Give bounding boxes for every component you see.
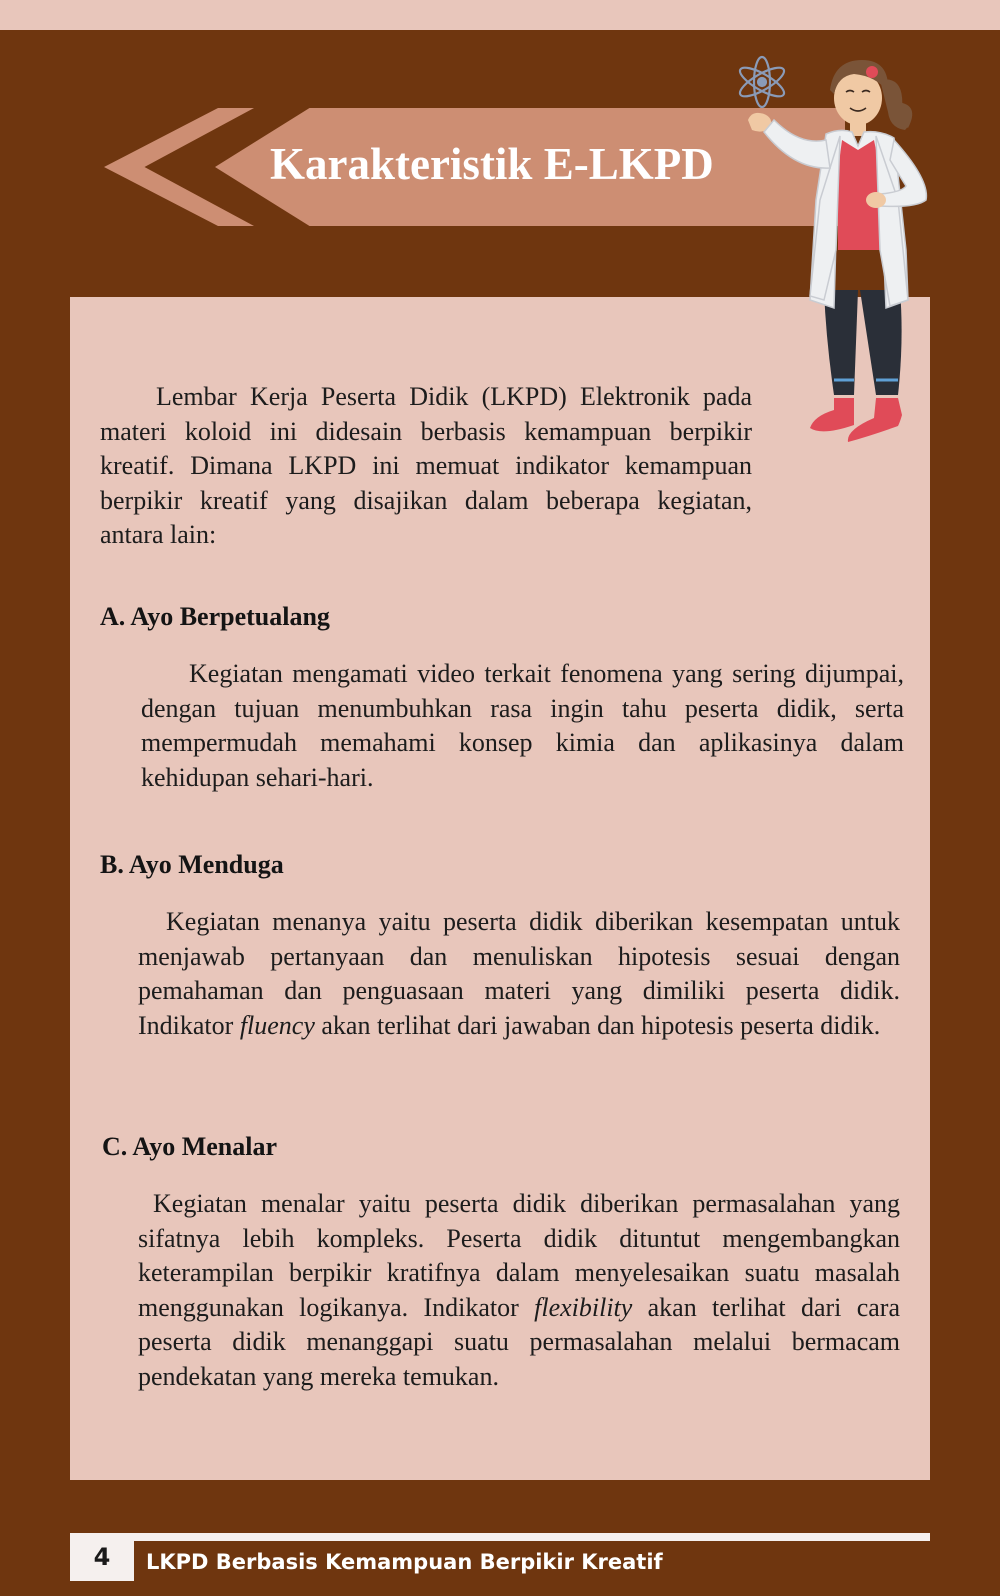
section-c-heading: C. Ayo Menalar — [102, 1132, 277, 1161]
section-c-term: flexibility — [534, 1292, 633, 1322]
section-b-term: fluency — [239, 1010, 315, 1040]
section-a-heading: A. Ayo Berpetualang — [100, 602, 330, 631]
scientist-illustration — [730, 50, 960, 460]
section-b-text-after: akan terlihat dari jawaban dan hipotesis peserta didik. — [314, 1010, 881, 1040]
footer-title: LKPD Berbasis Kemampuan Berpikir Kreatif — [146, 1550, 663, 1574]
page-title: Karakteristik E-LKPD — [270, 139, 714, 189]
section-c-text-before: Kegiatan menalar yaitu peserta didik diberikan permasalahan yang sifatnya lebih kompleks. Peserta didik dituntut mengembangkan keterampilan berpikir kratifnya dalam menyelesaikan suatu masalah menggunakan logikanya. Indikator — [138, 1189, 900, 1322]
section-a-body: Kegiatan mengamati video terkait fenomena yang sering dijumpai, dengan tujuan menumbuhkan rasa ingin tahu peserta didik, serta mempermudah memahami konsep kimia dan aplikasinya dalam kehidupan sehari-hari. — [141, 659, 904, 792]
atom-icon — [736, 57, 787, 107]
section-c-body — [138, 1187, 900, 1394]
section-b-text-before: Kegiatan menanya yaitu peserta didik diberikan kesempatan untuk menjawab pertanyaan dan menuliskan hipotesis sesuai dengan pemahaman dan penguasaan materi yang dimiliki peserta didik. Indikator — [138, 907, 900, 1040]
section-b-heading: B. Ayo Menduga — [100, 850, 284, 879]
section-b-body — [138, 905, 900, 1043]
intro-paragraph: Lembar Kerja Peserta Didik (LKPD) Elektronik pada materi koloid ini didesain berbasis kemampuan berpikir kreatif. Dimana LKPD ini memuat indikator kemampuan berpikir kreatif yang disajikan dalam beberapa kegiatan, antara lain: — [100, 382, 752, 549]
page-number: 4 — [93, 1543, 111, 1571]
footer-bar — [70, 1533, 930, 1541]
section-c-text-after: akan terlihat dari cara peserta didik menanggapi suatu permasalahan melalui bermacam pendekatan yang mereka temukan. — [138, 1292, 900, 1391]
top-strip — [0, 0, 1000, 30]
